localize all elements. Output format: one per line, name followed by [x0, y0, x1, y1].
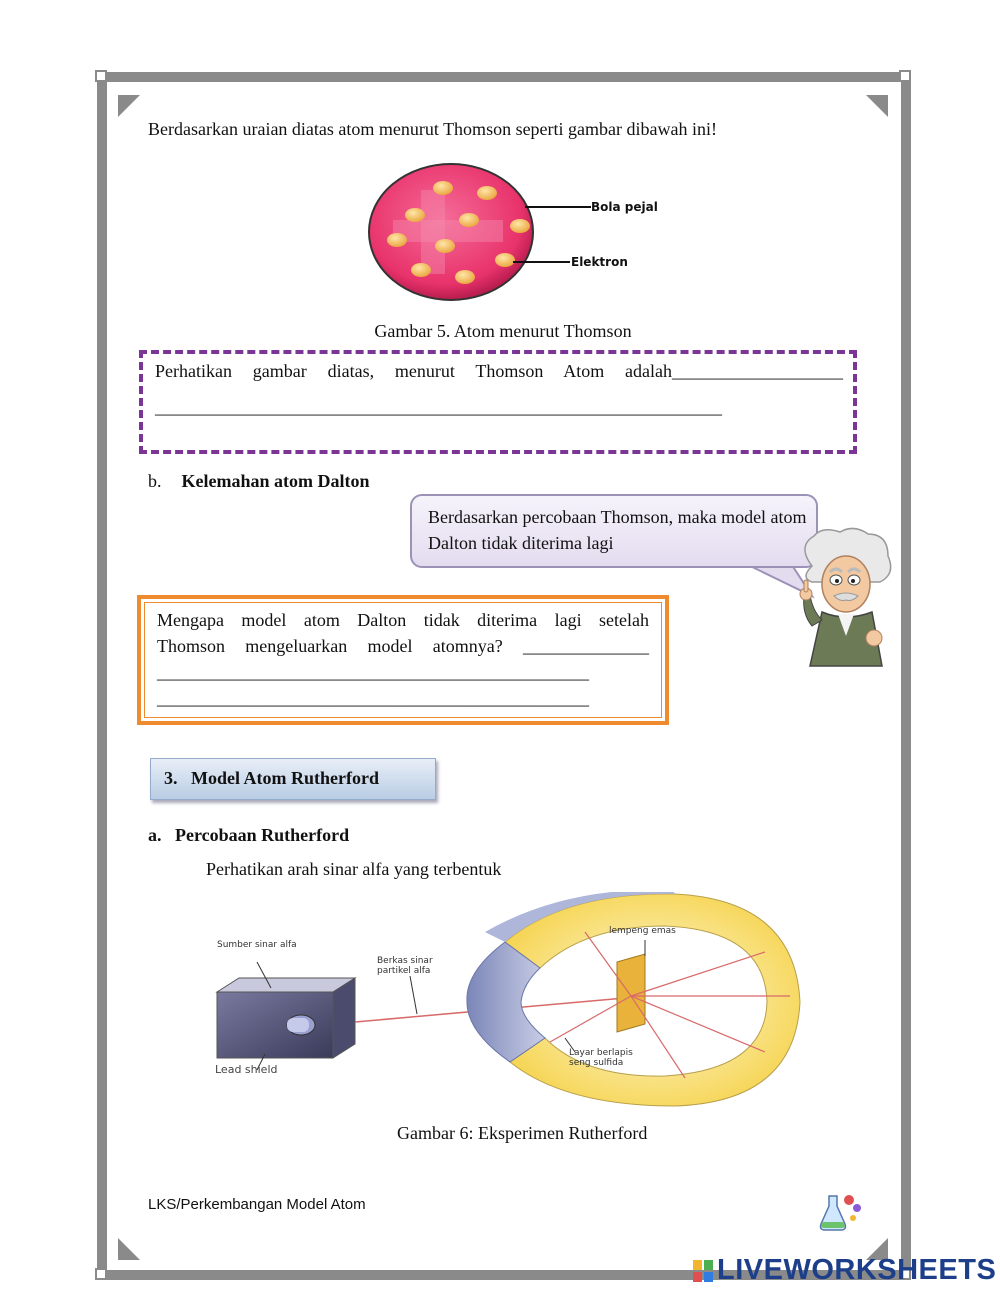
lead-shield-box: [217, 992, 333, 1058]
frame-corner-top-right: [899, 70, 911, 82]
corner-triangle-top-right: [866, 95, 888, 117]
liveworksheets-text: LIVEWORKSHEETS: [717, 1254, 997, 1286]
figure-5-caption: Gambar 5. Atom menurut Thomson: [374, 321, 632, 341]
heading-3-rutherford: 3. Model Atom Rutherford: [164, 768, 379, 788]
liveworksheets-logo-icon: [693, 1260, 713, 1282]
label-berkas-sinar: Berkas sinar partikel alfa: [377, 956, 433, 976]
section-a-instruction: Perhatikan arah sinar alfa yang terbentuk: [206, 859, 502, 879]
question-dalton-line1: Mengapa model atom Dalton tidak diterima lagi setelah: [157, 610, 649, 630]
label-lead-shield: Lead shield: [215, 1064, 278, 1076]
label-layar-berlapis: Layar berlapis seng sulfida: [569, 1048, 633, 1068]
question-dalton-line3[interactable]: ________________________________________________: [157, 662, 589, 682]
corner-triangle-bottom-left: [118, 1238, 140, 1260]
section-b-title: Kelemahan atom Dalton: [181, 471, 370, 491]
thomson-atom-figure: [365, 160, 665, 310]
section-b-letter: b.: [148, 471, 162, 491]
label-elektron: Elektron: [571, 255, 628, 269]
frame-corner-bottom-left: [95, 1268, 107, 1280]
question-dalton[interactable]: [157, 607, 649, 711]
chemistry-flask-icon: [815, 1190, 865, 1236]
page-frame-left: [97, 72, 107, 1280]
scientist-character-icon: [792, 526, 896, 671]
label-lempeng-emas: lempeng emas: [609, 926, 676, 936]
question-dalton-line4[interactable]: ________________________________________________: [157, 688, 589, 708]
label-bola-pejal: Bola pejal: [591, 200, 658, 214]
question-dalton-line2[interactable]: Thomson mengeluarkan model atomnya? ______________: [157, 636, 649, 656]
page-frame-right: [901, 72, 911, 1280]
figure-6-caption: Gambar 6: Eksperimen Rutherford: [397, 1123, 648, 1143]
corner-triangle-top-left: [118, 95, 140, 117]
section-a-heading: a. Percobaan Rutherford: [148, 825, 350, 845]
frame-corner-top-left: [95, 70, 107, 82]
page-frame-top: [97, 72, 911, 82]
question-thomson-line2[interactable]: _______________________________________________________________: [155, 397, 722, 417]
speech-bubble-text: Berdasarkan percobaan Thomson, maka model atom Dalton tidak diterima lagi: [428, 507, 807, 553]
liveworksheets-watermark: [693, 1255, 996, 1285]
rutherford-experiment-figure: [205, 892, 805, 1112]
section-b-heading: [148, 468, 370, 494]
label-sumber-sinar-alfa: Sumber sinar alfa: [217, 940, 297, 950]
intro-text: Berdasarkan uraian diatas atom menurut Thomson seperti gambar dibawah ini!: [148, 119, 717, 139]
footer-text: LKS/Perkembangan Model Atom: [148, 1196, 366, 1213]
question-thomson-line1[interactable]: Perhatikan gambar diatas, menurut Thomson Atom adalah___________________: [155, 361, 843, 381]
